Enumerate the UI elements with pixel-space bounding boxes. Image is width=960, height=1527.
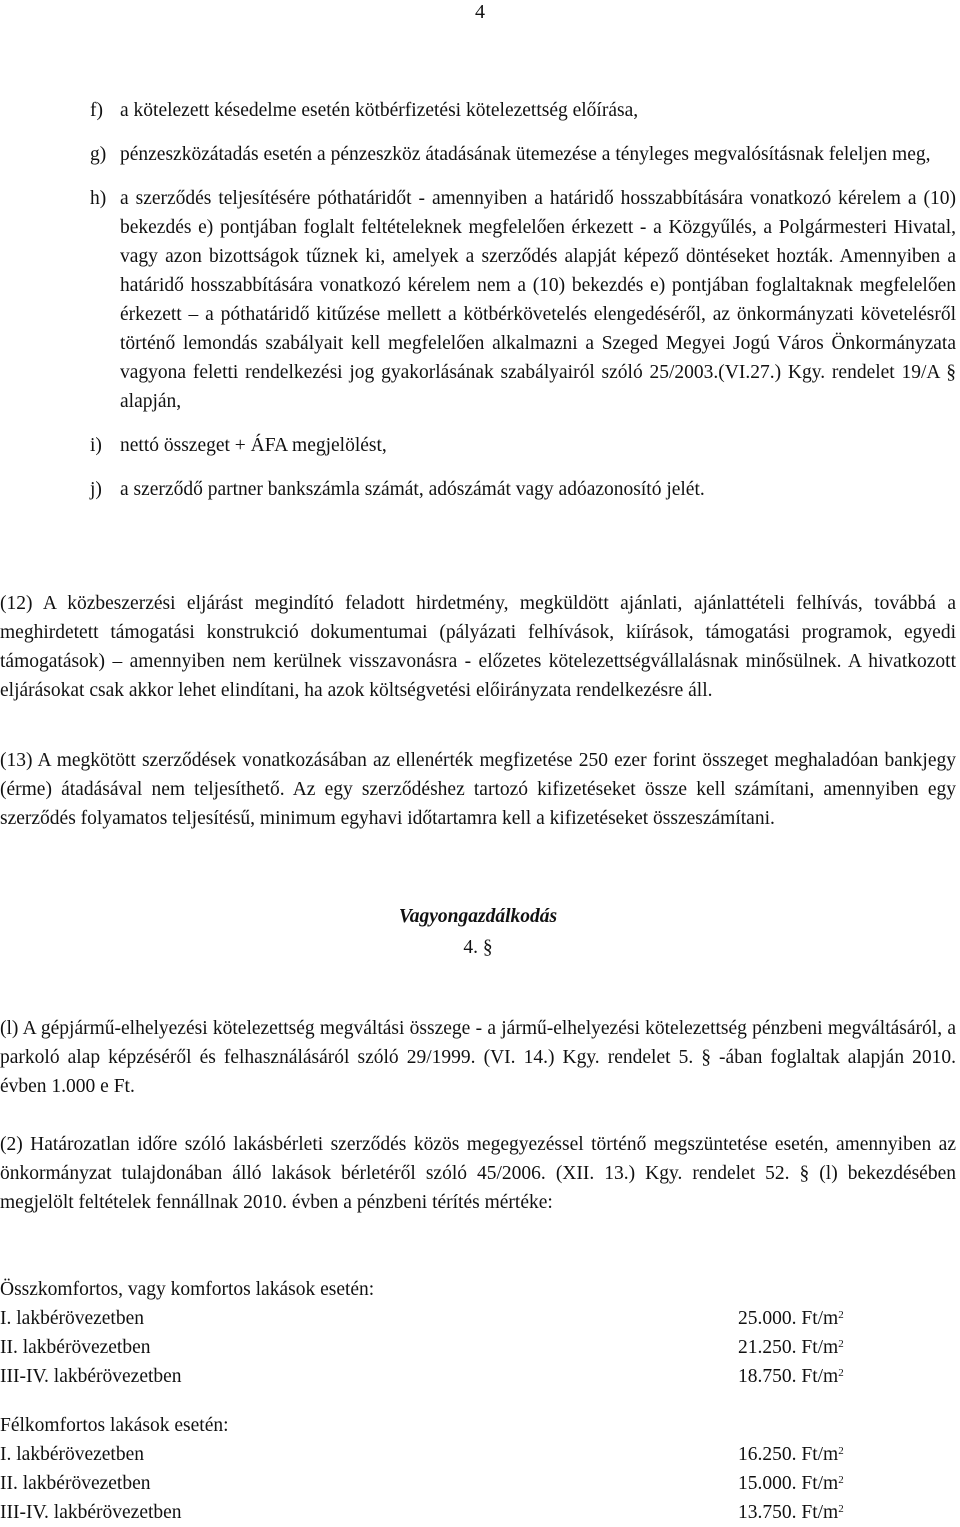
paragraph-text: (l) A gépjármű-elhelyezési kötelezettség megváltási összege - a jármű-elhelyezési kötelezettség pénzbeni megváltásáról, a parkoló alap képzéséről és felhasználásáról szóló 29/1999. (VI. 14.) Kgy. rendelet 5. § -ában foglaltak alapján 2010. évben 1.000 e Ft. — [0, 1018, 956, 1097]
list-item-text: a szerződő partner bankszámla számát, adószámát vagy adóazonosító jelét. — [120, 479, 705, 500]
zone-label: III-IV. lakbérövezetben — [0, 1366, 182, 1387]
list-item-label: i) — [90, 435, 102, 456]
section-paragraph-2 — [0, 1130, 956, 1217]
price-value: 16.250. $Ft/m^2$ — [738, 1444, 844, 1465]
paragraph-text: (12) A közbeszerzési eljárást megindító feladott hirdetmény, megküldött ajánlati, ajánlattételi felhívás, továbbá a meghirdetett támogatási konstrukció dokumentumai (pályázati felhívások, kiírások, támogatási programok, egyedi támogatások) – amennyiben nem kerülnek visszavonásra - előzetes kötelezettségvállalásnak minősülnek. A hivatkozott eljárásokat csak akkor lehet elindítani, ha azok költségvetési előirányzata rendelkezésre áll. — [0, 593, 956, 701]
list-item-text: a szerződés teljesítésére póthatáridőt - amennyiben a határidő hosszabbítására vonatkozó kérelem a (10) bekezdés e) pontjában foglalt feltételeknek megfelelően érkezett - a Közgyűlés, a Polgármesteri Hivatal, vagy azon bizottságok tűznek ki, amelyek a szerződés alapját képező döntéseket hozták. Amennyiben a határidő hosszabbítására vonatkozó kérelem nem a (10) bekezdés e) pontjában foglaltaknak megfelelően érkezett – a póthatáridő kitűzése mellett a kötbérkövetelés elengedéséről, az önkormányzati követelésről történő lemondás szabályait kell megfelelően alkalmazni a Szeged Megyei Jogú Város Önkormányzata vagyona feletti rendelkezési jog gyakorlásának szabályairól szóló 25/2003.(VI.27.) Kgy. rendelet 19/A § alapján, — [120, 188, 956, 412]
section-paragraph-1 — [0, 1014, 956, 1101]
price-value: 21.250. $Ft/m^2$ — [738, 1337, 844, 1358]
price-value: 18.750. $Ft/m^2$ — [738, 1366, 844, 1387]
table-row — [0, 1440, 900, 1469]
list-item-i — [90, 431, 956, 460]
page-number: 4 — [475, 1, 485, 23]
table-row — [0, 1469, 900, 1498]
price-value: 25.000. $Ft/m^2$ — [738, 1308, 844, 1329]
list-item-text: pénzeszközátadás esetén a pénzeszköz átadásának ütemezése a tényleges megvalósításnak feleljen meg, — [120, 144, 931, 165]
price-value: 15.000. $Ft/m^2$ — [738, 1473, 844, 1494]
rate-table-comfort — [0, 1275, 900, 1391]
zone-label: III-IV. lakbérövezetben — [0, 1502, 182, 1523]
list-item-label: h) — [90, 188, 107, 209]
list-item-label: j) — [90, 479, 102, 500]
section-number: 4. § — [463, 937, 493, 958]
paragraph-12 — [0, 589, 956, 705]
section-heading — [0, 902, 956, 962]
rate-table-half-comfort — [0, 1411, 900, 1527]
list-item-g — [90, 140, 956, 169]
table-row — [0, 1333, 900, 1362]
table-row — [0, 1304, 900, 1333]
zone-label: I. lakbérövezetben — [0, 1308, 145, 1329]
zone-label: II. lakbérövezetben — [0, 1473, 151, 1494]
table-row — [0, 1362, 900, 1391]
paragraph-text: (2) Határozatlan időre szóló lakásbérleti szerződés közös megegyezéssel történő megszüntetése esetén, amennyiben az önkormányzat tulajdonában álló lakások bérletéről szóló 45/2006. (XII. 13.) Kgy. rendelet 52. § (l) bekezdésében megjelölt feltételek fennállnak 2010. évben a pénzbeni térítés mértéke: — [0, 1134, 956, 1213]
list-items — [90, 96, 956, 519]
table-row — [0, 1498, 900, 1527]
zone-label: I. lakbérövezetben — [0, 1444, 145, 1465]
section-title: Vagyongazdálkodás — [398, 906, 558, 927]
table-heading: Összkomfortos, vagy komfortos lakások esetén: — [0, 1279, 375, 1300]
list-item-f — [90, 96, 956, 125]
table-heading: Félkomfortos lakások esetén: — [0, 1415, 229, 1436]
list-item-h — [90, 184, 956, 416]
list-item-text: a kötelezett késedelme esetén kötbérfizetési kötelezettség előírása, — [120, 100, 639, 121]
price-value: 13.750. $Ft/m^2$ — [738, 1502, 844, 1523]
paragraph-text: (13) A megkötött szerződések vonatkozásában az ellenérték megfizetése 250 ezer forint összeget meghaladóan bankjegy (érme) átadásával nem teljesíthető. Az egy szerződéshez tartozó kifizetéseket össze kell számítani, amennyiben egy szerződés folyamatos teljesítésű, minimum egyhavi időtartamra kell a kifizetéseket összeszámítani. — [0, 750, 956, 829]
list-item-j — [90, 475, 956, 504]
zone-label: II. lakbérövezetben — [0, 1337, 151, 1358]
list-item-label: g) — [90, 144, 107, 165]
list-item-label: f) — [90, 100, 103, 121]
list-item-text: nettó összeget + ÁFA megjelölést, — [120, 435, 387, 456]
paragraph-13 — [0, 746, 956, 833]
